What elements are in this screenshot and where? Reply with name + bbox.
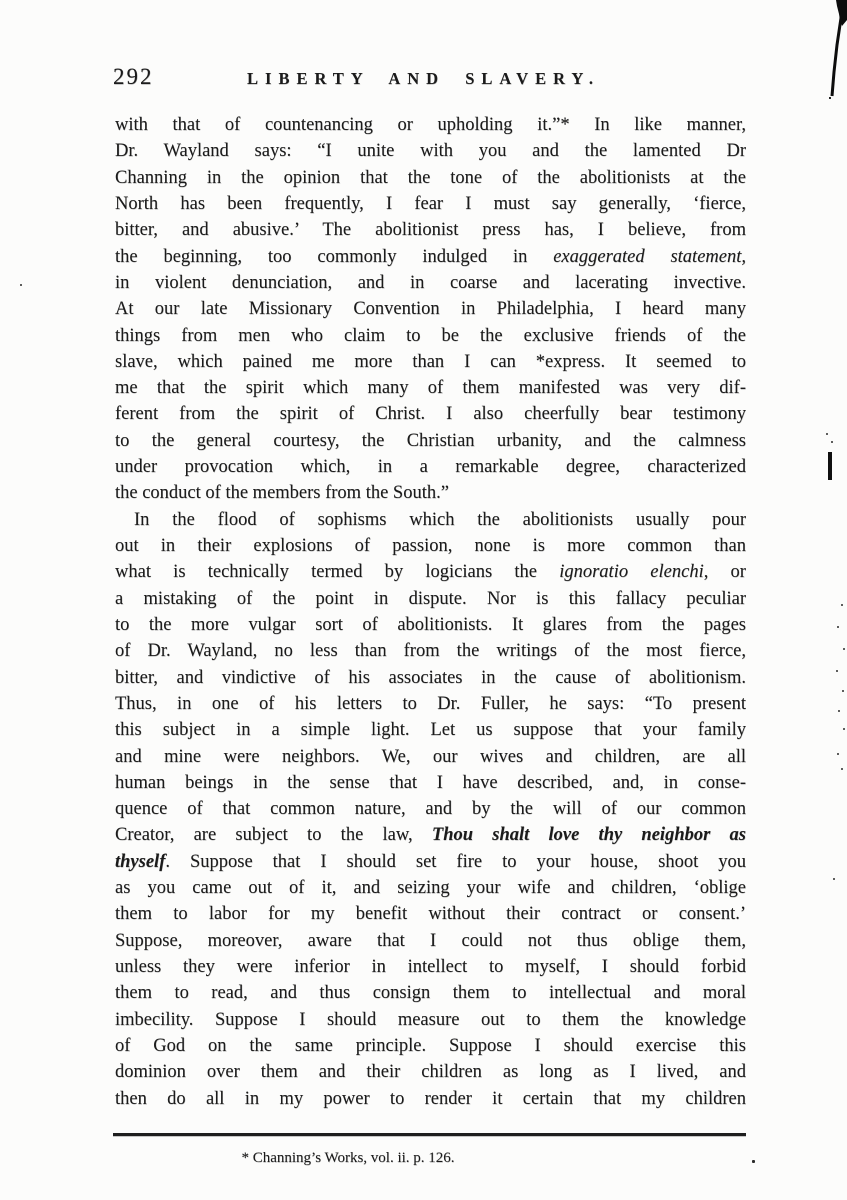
scan-speck [837, 753, 839, 755]
text-line: to the more vulgar sort of abolitionists. It glares from the pages [115, 614, 746, 635]
scan-artifact-edge-dash [828, 452, 832, 480]
footnote-rule [113, 1133, 746, 1136]
scan-speck [826, 433, 828, 435]
text-line: slave, which pained me more than I can *express. It seemed to [115, 351, 746, 372]
scan-speck [843, 648, 845, 650]
running-title: LIBERTY AND SLAVERY. [247, 69, 600, 88]
text-line: the beginning, too commonly indulged in exaggerated statement, [115, 246, 746, 267]
text-line: At our late Missionary Convention in Philadelphia, I heard many [115, 299, 746, 320]
text-line: in violent denunciation, and in coarse and lacerating invective. [115, 272, 746, 293]
text-line: a mistaking of the point in dispute. Nor is this fallacy peculiar [115, 588, 746, 609]
body-text [115, 112, 746, 1112]
text-line: Thus, in one of his letters to Dr. Fuller, he says: “To present [115, 693, 746, 714]
text-line: out in their explosions of passion, none is more common than [115, 536, 746, 556]
text-line: unless they were inferior in intellect to myself, I should forbid [115, 957, 746, 977]
text-line: Dr. Wayland says: “I unite with you and the lamented Dr [115, 141, 746, 162]
text-line: with that of countenancing or upholding it.”* In like manner, [115, 115, 746, 135]
text-line: this subject in a simple light. Let us suppose that your family [115, 720, 746, 741]
scan-speck [841, 768, 843, 770]
text-line: quence of that common nature, and by the will of our common [115, 799, 746, 820]
text-line: imbecility. Suppose I should measure out to them the knowledge [115, 1009, 746, 1030]
text-line: ferent from the spirit of Christ. I also cheerfully bear testimony [115, 404, 746, 425]
scan-speck [837, 626, 839, 628]
text-line: of Dr. Wayland, no less than from the writings of the most fierce, [115, 641, 746, 662]
text-line: human beings in the sense that I have described, and, in conse- [115, 772, 746, 793]
scan-artifact-corner-streak [827, 0, 847, 105]
text-line: Channing in the opinion that the tone of the abolitionists at the [115, 167, 746, 188]
text-line: then do all in my power to render it certain that my children [115, 1088, 746, 1109]
scan-speck [842, 690, 844, 692]
text-line: to the general courtesy, the Christian urbanity, and the calmness [115, 430, 746, 451]
text-line: me that the spirit which many of them manifested was very dif- [115, 378, 746, 399]
scan-speck [752, 1160, 755, 1163]
text-line: what is technically termed by logicians the ignoratio elenchi, or [115, 562, 746, 583]
scan-speck [841, 604, 843, 606]
footnote: * Channing’s Works, vol. ii. p. 126. [241, 1150, 455, 1166]
scan-speck [836, 670, 838, 672]
text-line: Creator, are subject to the law, Thou shalt love thy neighbor as [115, 825, 746, 846]
scan-speck [833, 878, 835, 880]
text-line: under provocation which, in a remarkable degree, characterized [115, 457, 746, 478]
scan-speck [843, 728, 845, 730]
text-line: thyself. Suppose that I should set fire to your house, shoot you [115, 851, 746, 872]
text-line: North has been frequently, I fear I must say generally, ‘fierce, [115, 193, 746, 214]
text-line: bitter, and vindictive of his associates in the cause of abolitionism. [115, 667, 746, 688]
text-line: of God on the same principle. Suppose I should exercise this [115, 1035, 746, 1056]
text-line: bitter, and abusive.’ The abolitionist press has, I believe, from [115, 220, 746, 241]
scan-speck [20, 284, 22, 286]
text-line: them to labor for my benefit without their contract or consent.’ [115, 904, 746, 925]
text-line: and mine were neighbors. We, our wives and children, are all [115, 746, 746, 767]
text-line: as you came out of it, and seizing your wife and children, ‘oblige [115, 878, 746, 899]
text-line: In the flood of sophisms which the abolitionists usually pour [134, 509, 746, 530]
scan-speck [838, 710, 840, 712]
scan-speck [831, 441, 833, 443]
text-line: Suppose, moreover, aware that I could not thus oblige them, [115, 930, 746, 951]
text-line: them to read, and thus consign them to intellectual and moral [115, 983, 746, 1004]
page-number: 292 [113, 64, 154, 89]
text-line: dominion over them and their children as long as I lived, and [115, 1062, 746, 1083]
text-line: the conduct of the members from the South.” [115, 483, 449, 504]
text-line: things from men who claim to be the exclusive friends of the [115, 325, 746, 346]
